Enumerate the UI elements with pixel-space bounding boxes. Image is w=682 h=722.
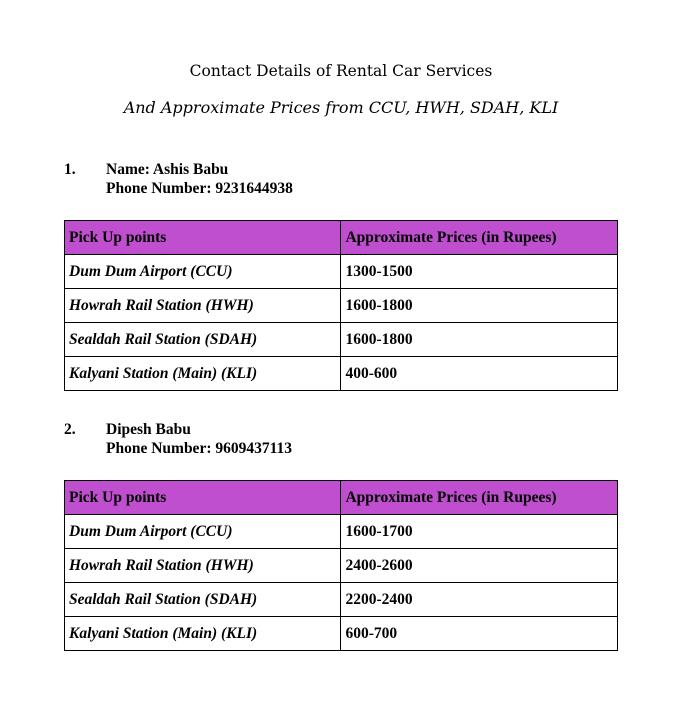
price-cell: 2400-2600: [341, 549, 618, 583]
contact-name: Name: Ashis Babu: [106, 161, 229, 178]
column-header-price: Approximate Prices (in Rupees): [341, 221, 618, 255]
pickup-location-cell: Kalyani Station (Main) (KLI): [65, 357, 341, 391]
contact-info: [64, 160, 624, 200]
pickup-location-cell: Dum Dum Airport (CCU): [65, 255, 341, 289]
table-row: [65, 289, 618, 323]
document-subtitle: And Approximate Prices from CCU, HWH, SDAH, KLI: [123, 98, 559, 117]
contact-phone: Phone Number: 9609437113: [106, 440, 292, 457]
pickup-location-cell: Sealdah Rail Station (SDAH): [65, 323, 341, 357]
table-row: [65, 255, 618, 289]
contact-section-1: [64, 160, 624, 382]
contact-section-2: [64, 420, 624, 642]
pickup-location-cell: Kalyani Station (Main) (KLI): [65, 617, 341, 651]
table-header-row: [65, 221, 618, 255]
list-number: 2.: [64, 421, 76, 438]
contact-name: Dipesh Babu: [106, 421, 191, 438]
pickup-location-cell: Sealdah Rail Station (SDAH): [65, 583, 341, 617]
price-table: [64, 220, 618, 391]
column-header-price: Approximate Prices (in Rupees): [341, 481, 618, 515]
table-row: [65, 617, 618, 651]
contact-info: [64, 420, 624, 460]
column-header-pickup: Pick Up points: [65, 481, 341, 515]
table-header-row: [65, 481, 618, 515]
price-table: [64, 480, 618, 651]
document-title: Contact Details of Rental Car Services: [189, 62, 493, 80]
table-row: [65, 515, 618, 549]
pickup-location-cell: Howrah Rail Station (HWH): [65, 289, 341, 323]
price-cell: 1600-1800: [341, 323, 618, 357]
table-row: [65, 357, 618, 391]
price-cell: 2200-2400: [341, 583, 618, 617]
list-number: 1.: [64, 161, 76, 178]
pickup-location-cell: Howrah Rail Station (HWH): [65, 549, 341, 583]
price-cell: 1600-1700: [341, 515, 618, 549]
column-header-pickup: Pick Up points: [65, 221, 341, 255]
table-row: [65, 549, 618, 583]
table-row: [65, 583, 618, 617]
price-cell: 600-700: [341, 617, 618, 651]
price-cell: 400-600: [341, 357, 618, 391]
pickup-location-cell: Dum Dum Airport (CCU): [65, 515, 341, 549]
price-cell: 1600-1800: [341, 289, 618, 323]
price-cell: 1300-1500: [341, 255, 618, 289]
contact-phone: Phone Number: 9231644938: [106, 180, 293, 197]
table-row: [65, 323, 618, 357]
